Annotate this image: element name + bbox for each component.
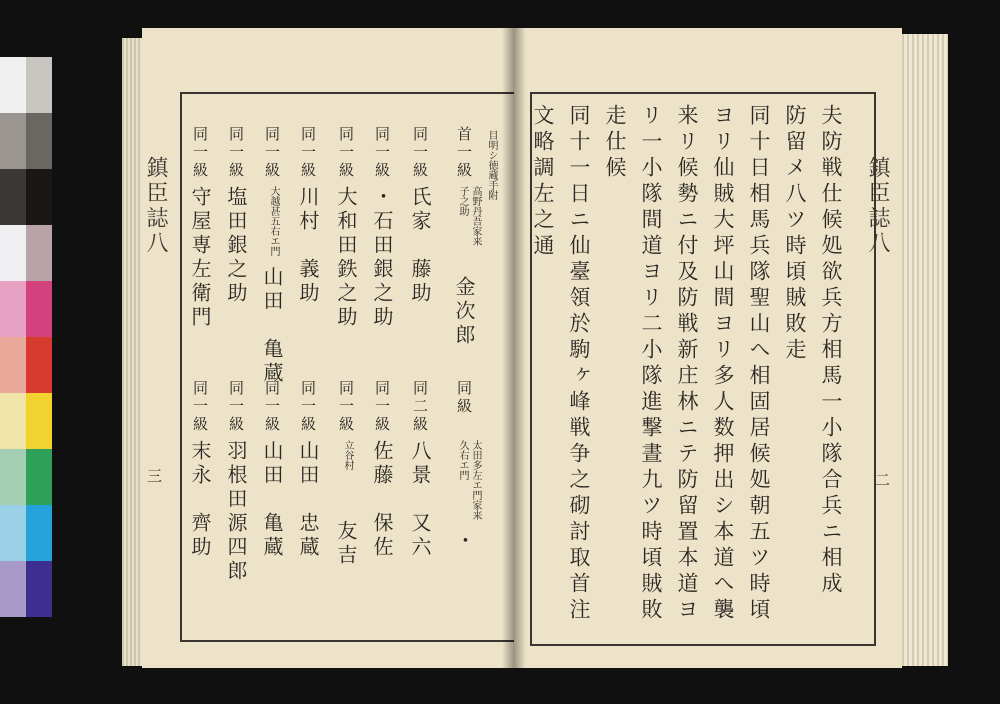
affiliation-note: 子之助 <box>457 186 468 216</box>
entry-rank-label: 首一級 <box>455 126 473 180</box>
open-book <box>122 28 948 668</box>
color-swatch <box>0 337 26 393</box>
color-swatch <box>26 505 52 561</box>
text-column: 来リ候勢ニ付及防戦新庄林ニテ防留置本道ヨ <box>675 104 699 624</box>
text-column: 同十一日ニ仙臺領於駒ヶ峰戦争之砌討取首注 <box>567 104 591 624</box>
entry-rank-label: 同一級 <box>299 380 317 434</box>
entry-name: 川村 義助 <box>296 186 320 306</box>
left-page-heading: 鎮臣誌八 <box>143 156 168 256</box>
color-swatch <box>26 281 52 337</box>
entry-rank-label: 同一級 <box>337 126 355 180</box>
text-column: ヨリ仙賊大坪山間ヨリ多人数押出シ本道へ襲 <box>711 104 735 624</box>
entry-rank-label: 同一級 <box>411 126 429 180</box>
color-swatch <box>0 225 26 281</box>
entry-rank-label: 同一級 <box>227 380 245 434</box>
color-swatch <box>0 449 26 505</box>
entry-name: 金次郎 <box>452 276 476 348</box>
book-gutter <box>502 28 526 668</box>
color-swatch <box>0 169 26 225</box>
text-column: 走仕候 <box>603 104 627 182</box>
color-swatch <box>0 113 26 169</box>
entry-rank-label: 同一級 <box>373 126 391 180</box>
entry-name: 山田 忠蔵 <box>296 440 320 560</box>
affiliation-note: 太田多左エ門家来 <box>470 440 481 520</box>
entry-name: 八景 又六 <box>408 440 432 560</box>
attached-note: 目明シ徳蔵手附 <box>486 130 497 200</box>
color-reference-strip <box>0 57 52 620</box>
right-page <box>514 28 902 668</box>
color-swatch <box>0 57 26 113</box>
right-page-folio: 二 <box>873 472 891 490</box>
right-page-heading: 鎮臣誌八 <box>865 156 890 256</box>
entry-name: 友吉 <box>334 520 358 568</box>
entry-name: 羽根田源四郎 <box>224 440 248 584</box>
entry-name: 末永 齊助 <box>188 440 212 560</box>
color-swatch <box>0 505 26 561</box>
left-page-folio: 三 <box>145 468 163 486</box>
entry-rank-label: 同一級 <box>299 126 317 180</box>
entry-rank-label: 同一級 <box>263 380 281 434</box>
affiliation-note: 久右エ門 <box>457 440 468 480</box>
color-swatch <box>0 393 26 449</box>
color-swatch <box>26 169 52 225</box>
entry-rank-label: 同一級 <box>191 126 209 180</box>
entry-rank-label: 同一級 <box>263 126 281 180</box>
entry-rank-label: 同二級 <box>411 380 429 434</box>
color-swatch <box>26 561 52 617</box>
color-swatch <box>26 449 52 505</box>
text-column: リ一小隊間道ヨリ二小隊進撃晝九ツ時頃賊敗 <box>639 104 663 624</box>
text-column: 文略調左之通 <box>531 104 555 260</box>
entry-rank-label: 同級 <box>455 380 473 416</box>
entry-name: 氏家 藤助 <box>408 186 432 306</box>
entry-name: ・石田銀之助 <box>370 186 394 330</box>
color-swatch <box>0 561 26 617</box>
text-column: 防留メ八ツ時頃賊敗走 <box>783 104 807 364</box>
entry-rank-label: 同一級 <box>337 380 355 434</box>
affiliation-note: 立谷村 <box>342 440 353 470</box>
entry-name: 山田 亀蔵 <box>260 266 284 386</box>
entry-rank-label: 同一級 <box>191 380 209 434</box>
right-page-edges <box>902 34 948 666</box>
color-swatch <box>26 393 52 449</box>
entry-name: 守屋専左衛門 <box>188 186 212 330</box>
color-swatch <box>0 281 26 337</box>
text-column: 同十日相馬兵隊聖山へ相固居候処朝五ツ時頃 <box>747 104 771 624</box>
entry-name: 佐藤 保佐 <box>370 440 394 560</box>
entry-name: 塩田銀之助 <box>224 186 248 306</box>
entry-name: 山田 亀蔵 <box>260 440 284 560</box>
entry-rank-label: 同一級 <box>227 126 245 180</box>
affiliation-note: 高野丹吾家来 <box>470 186 481 246</box>
color-swatch <box>26 113 52 169</box>
color-swatch <box>26 57 52 113</box>
entry-name: ・ <box>452 530 476 554</box>
color-swatch <box>26 225 52 281</box>
affiliation-note: 大越甚五右エ門 <box>268 186 279 256</box>
left-page <box>142 28 514 668</box>
color-swatch <box>26 337 52 393</box>
entry-rank-label: 同一級 <box>373 380 391 434</box>
text-column: 夫防戦仕候処欲兵方相馬一小隊合兵ニ相成 <box>819 104 843 598</box>
entry-name: 大和田鉄之助 <box>334 186 358 330</box>
